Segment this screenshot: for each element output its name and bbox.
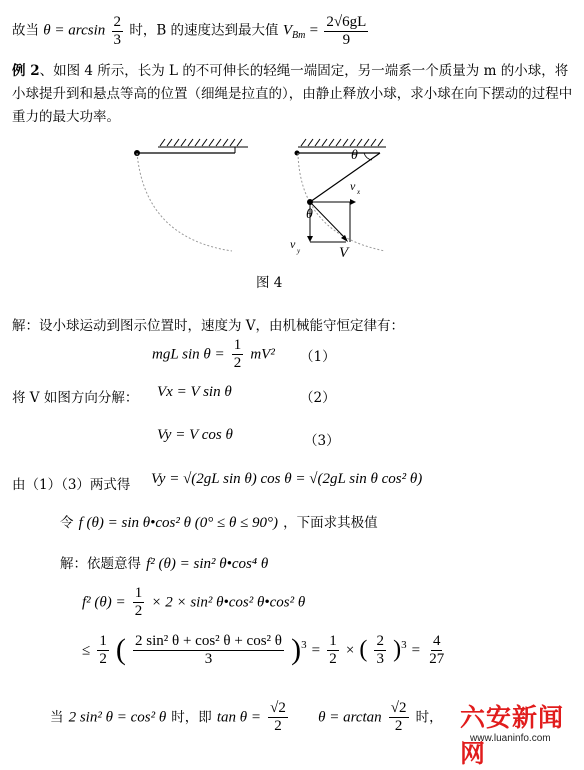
eq1-lhs: mgL sin θ = [152, 346, 225, 363]
let-text-b: ，下面求其极值 [283, 515, 378, 531]
equation-4: Vy = √(2gL sin θ) cos θ = √(2gL sin θ cos² θ) [151, 471, 423, 487]
watermark-url: www.luaninfo.com [470, 733, 551, 744]
fig-theta-mid: θ [306, 207, 313, 222]
eq1-den: 2 [233, 354, 242, 371]
line1-frac-den: 3 [113, 31, 122, 48]
line1-v: V [282, 22, 293, 39]
last-tan-den: 2 [274, 717, 282, 734]
ineq-result [427, 633, 446, 667]
ineq-pow2: 3 [401, 639, 407, 652]
last-arc-den: 2 [394, 717, 403, 734]
let-text-a: 令 [60, 515, 74, 531]
ineq-lparen: ( [115, 633, 126, 666]
fig-vy: v [290, 237, 296, 251]
equation-5 [82, 585, 305, 619]
left-ceiling [158, 139, 248, 147]
decomp-text: 将 V 如图方向分解： [12, 390, 139, 406]
fig-theta-top: θ [351, 148, 358, 163]
last-mid: 时，即 [171, 709, 212, 726]
left-arc [137, 153, 232, 251]
figure-caption: 图 4 [256, 275, 283, 291]
ineq-inner-den: 3 [204, 650, 213, 667]
ineq-lparen2: ( [359, 636, 368, 663]
let-line [60, 511, 378, 532]
fig-vx: v [350, 179, 356, 193]
line1-result-fraction [324, 14, 368, 48]
sol2-expr: f² (θ) = sin² θ•cos⁴ θ [146, 556, 269, 572]
combine-text: 由（1）（3）两式得 [12, 477, 131, 493]
figure-4 [110, 138, 400, 268]
ineq-times: × [345, 642, 355, 659]
solution-2-line [60, 552, 268, 573]
let-expr: f (θ) = sin θ•cos² θ (0° ≤ θ ≤ 90°) [78, 515, 279, 531]
last-tan-fraction [268, 700, 288, 734]
eq5-rhs: × 2 × sin² θ•cos² θ•cos² θ [151, 594, 306, 611]
fig-V: V [339, 245, 349, 261]
inequality-line [82, 633, 448, 667]
example-text: 、如图 4 所示，长为 L 的不可伸长的轻绳一端固定，另一端系一个质量为 m 的小球，将小球提升到和悬点等高的位置（细绳是拉直的），由静止释放小球，求小球在向下摆动的过程中重力的最大功率。 [12, 63, 573, 125]
ineq-c-den: 3 [376, 650, 384, 667]
equation-2: Vx = V sin θ [157, 384, 232, 400]
eq5-lhs: f² (θ) = [82, 594, 126, 611]
ineq-pow: 3 [301, 639, 307, 652]
sol2-text: 解：依题意得 [60, 556, 141, 572]
last-arc-fraction [389, 700, 409, 734]
last-expr1: 2 sin² θ = cos² θ [68, 709, 167, 726]
eq5-num: 1 [134, 585, 143, 601]
last-arc-num: √2 [390, 700, 407, 716]
watermark-brand: 六安新闻网 [460, 703, 565, 768]
eq3-tag: （3） [304, 433, 340, 449]
ineq-eq1: = [311, 642, 321, 659]
fig-vx-sub: x [357, 188, 361, 196]
equation-3: Vy = V cos θ [157, 427, 233, 443]
ineq-b-den: 2 [329, 650, 337, 667]
eq1-tag: （1） [300, 349, 336, 365]
last-suffix: 时， [415, 709, 443, 726]
solution-intro: 解：设小球运动到图示位置时，速度为 V，由机械能守恒定律有： [12, 318, 405, 334]
eq2-tag: （2） [300, 390, 336, 406]
last-line [50, 700, 443, 734]
last-prefix: 当 [50, 709, 64, 726]
vx-arrowhead [350, 199, 356, 205]
ineq-half-num: 1 [99, 633, 107, 649]
ineq-res-den: 27 [429, 650, 445, 667]
line1-vsub: Bm [292, 30, 306, 42]
line1-mid: 时，B 的速度达到最大值 [129, 22, 279, 39]
line1-fraction [112, 14, 124, 48]
v-arrowhead [341, 235, 348, 242]
example-paragraph [12, 60, 574, 129]
last-tan: tan θ = [216, 709, 262, 726]
eq1-rhs: mV² [250, 346, 275, 363]
line1-rnum: 2√6gL [326, 14, 367, 30]
right-string [310, 153, 380, 202]
vy-arrowhead [307, 236, 313, 242]
example-label: 例 2 [12, 63, 40, 79]
ineq-inner [133, 633, 284, 667]
ineq-half [97, 633, 109, 667]
eq5-den: 2 [134, 602, 143, 619]
ineq-eq2: = [411, 642, 421, 659]
line1-frac-num: 2 [113, 14, 122, 30]
last-expr2: θ = arctan [318, 709, 382, 726]
equation-1 [152, 337, 275, 371]
eq5-fraction [133, 585, 145, 619]
ineq-le: ≤ [82, 642, 91, 659]
line1-rden: 9 [342, 31, 351, 48]
last-tan-num: √2 [270, 700, 286, 716]
right-ceiling [298, 139, 386, 147]
ineq-c [374, 633, 386, 667]
fig-vy-sub: y [297, 247, 301, 255]
ineq-b [327, 633, 339, 667]
eq1-fraction [232, 337, 244, 371]
ineq-res-num: 4 [432, 633, 441, 649]
ineq-c-num: 2 [376, 633, 384, 649]
line1-expr: θ = arcsin [43, 22, 106, 39]
ineq-inner-num: 2 sin² θ + cos² θ + cos² θ [135, 633, 282, 649]
line1-eq: = [309, 22, 319, 39]
line-1 [12, 14, 370, 48]
ineq-rparen2: ) [393, 636, 402, 663]
eq1-num: 1 [233, 337, 242, 353]
ineq-b-num: 1 [329, 633, 337, 649]
ineq-half-den: 2 [99, 650, 107, 667]
line1-prefix: 故当 [12, 22, 39, 39]
ineq-rparen: ) [291, 633, 302, 666]
